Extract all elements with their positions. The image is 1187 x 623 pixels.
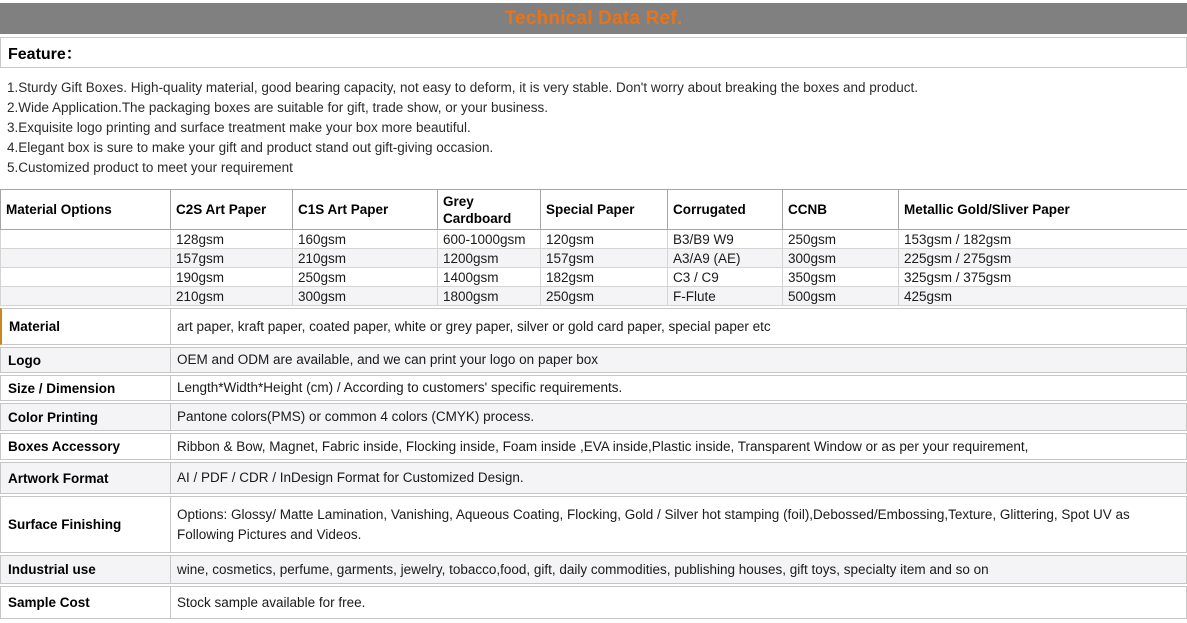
materials-cell: 600-1000gsm	[438, 230, 541, 249]
spec-value-logo: OEM and ODM are available, and we can print your logo on paper box	[171, 348, 1186, 372]
spec-value-sample-cost: Stock sample available for free.	[171, 587, 1186, 618]
materials-cell	[1, 268, 171, 287]
feature-heading-box	[0, 37, 1187, 68]
materials-cell: 425gsm	[899, 287, 1187, 306]
materials-cell: F-Flute	[668, 287, 783, 306]
spec-label-sample-cost: Sample Cost	[1, 587, 171, 618]
materials-cell: 225gsm / 275gsm	[899, 249, 1187, 268]
spec-value-industrial-use: wine, cosmetics, perfume, garments, jewelry, tobacco,food, gift, daily commodities, publishing houses, gift toys, specialty item and so on	[171, 556, 1186, 583]
spec-row-industrial-use	[0, 555, 1187, 584]
spec-label-color-printing: Color Printing	[1, 404, 171, 430]
spec-value-artwork-format: AI / PDF / CDR / InDesign Format for Customized Design.	[171, 463, 1186, 493]
materials-cell: A3/A9 (AE)	[668, 249, 783, 268]
materials-cell: 128gsm	[171, 230, 293, 249]
materials-col-header-c2s-art-paper: C2S Art Paper	[171, 190, 293, 230]
materials-cell: 325gsm / 375gsm	[899, 268, 1187, 287]
feature-item-4: 4.Elegant box is sure to make your gift and product stand out gift-giving occasion.	[7, 138, 1179, 158]
materials-cell: 250gsm	[783, 230, 899, 249]
spec-row-boxes-accessory	[0, 433, 1187, 460]
materials-cell: 157gsm	[171, 249, 293, 268]
materials-table-header	[1, 190, 1187, 230]
materials-cell	[1, 230, 171, 249]
materials-cell: 250gsm	[293, 268, 438, 287]
materials-cell	[1, 249, 171, 268]
materials-row-3	[1, 268, 1187, 287]
spec-row-size-dimension	[0, 375, 1187, 401]
spec-row-surface-finishing	[0, 496, 1187, 553]
spec-row-color-printing	[0, 403, 1187, 431]
materials-cell: 157gsm	[541, 249, 668, 268]
materials-cell: 1400gsm	[438, 268, 541, 287]
materials-cell: 160gsm	[293, 230, 438, 249]
materials-col-header-corrugated: Corrugated	[668, 190, 783, 230]
materials-cell: 350gsm	[783, 268, 899, 287]
materials-cell	[1, 287, 171, 306]
page	[0, 3, 1187, 619]
materials-cell: 300gsm	[293, 287, 438, 306]
materials-cell: 500gsm	[783, 287, 899, 306]
materials-col-header-ccnb: CCNB	[783, 190, 899, 230]
spec-value-color-printing: Pantone colors(PMS) or common 4 colors (CMYK) process.	[171, 404, 1186, 430]
spec-label-industrial-use: Industrial use	[1, 556, 171, 583]
materials-header-row	[1, 190, 1187, 230]
feature-list	[0, 68, 1187, 184]
materials-cell: 1800gsm	[438, 287, 541, 306]
materials-cell: 210gsm	[171, 287, 293, 306]
spec-value-material: art paper, kraft paper, coated paper, white or grey paper, silver or gold card paper, special paper etc	[171, 309, 1186, 344]
materials-table-body	[1, 230, 1187, 306]
materials-col-header-grey-cardboard: Grey Cardboard	[438, 190, 541, 230]
materials-col-header-material-options: Material Options	[1, 190, 171, 230]
materials-cell: B3/B9 W9	[668, 230, 783, 249]
materials-col-header-c1s-art-paper: C1S Art Paper	[293, 190, 438, 230]
spec-value-boxes-accessory: Ribbon & Bow, Magnet, Fabric inside, Flocking inside, Foam inside ,EVA inside,Plastic inside, Transparent Window or as per your requirement,	[171, 434, 1186, 459]
materials-cell: 300gsm	[783, 249, 899, 268]
materials-cell: 120gsm	[541, 230, 668, 249]
materials-col-header-special-paper: Special Paper	[541, 190, 668, 230]
materials-cell: 210gsm	[293, 249, 438, 268]
materials-row-2	[1, 249, 1187, 268]
spec-row-artwork-format	[0, 462, 1187, 494]
feature-item-3: 3.Exquisite logo printing and surface treatment make your box more beautiful.	[7, 118, 1179, 138]
page-title: Technical Data Ref.	[505, 8, 683, 30]
spec-label-artwork-format: Artwork Format	[1, 463, 171, 493]
materials-cell: C3 / C9	[668, 268, 783, 287]
materials-table	[0, 189, 1187, 306]
spec-label-surface-finishing: Surface Finishing	[1, 497, 171, 552]
spec-label-material: Material	[2, 309, 171, 344]
title-bar	[0, 3, 1187, 34]
spec-rows	[0, 308, 1187, 619]
materials-cell: 182gsm	[541, 268, 668, 287]
feature-item-5: 5.Customized product to meet your requirement	[7, 158, 1179, 178]
spec-row-logo	[0, 347, 1187, 373]
spec-value-surface-finishing: Options: Glossy/ Matte Lamination, Vanishing, Aqueous Coating, Flocking, Gold / Silver hot stamping (foil),Debossed/Embossing,Texture, Glittering, Spot UV as Following Pictures and Videos.	[171, 497, 1186, 552]
spec-label-size-dimension: Size / Dimension	[1, 376, 171, 400]
spec-label-logo: Logo	[1, 348, 171, 372]
materials-cell: 250gsm	[541, 287, 668, 306]
feature-item-1: 1.Sturdy Gift Boxes. High-quality material, good bearing capacity, not easy to deform, it is very stable. Don't worry about breaking the boxes and product.	[7, 78, 1179, 98]
materials-row-1	[1, 230, 1187, 249]
spec-row-sample-cost	[0, 586, 1187, 619]
materials-row-4	[1, 287, 1187, 306]
spec-label-boxes-accessory: Boxes Accessory	[1, 434, 171, 459]
spec-row-material	[0, 308, 1187, 345]
materials-cell: 190gsm	[171, 268, 293, 287]
feature-item-2: 2.Wide Application.The packaging boxes are suitable for gift, trade show, or your business.	[7, 98, 1179, 118]
materials-col-header-metallic-gold-sliver-paper: Metallic Gold/Sliver Paper	[899, 190, 1187, 230]
spec-value-size-dimension: Length*Width*Height (cm) / According to customers' specific requirements.	[171, 376, 1186, 400]
materials-cell: 153gsm / 182gsm	[899, 230, 1187, 249]
feature-heading: Feature：	[8, 41, 82, 64]
materials-cell: 1200gsm	[438, 249, 541, 268]
